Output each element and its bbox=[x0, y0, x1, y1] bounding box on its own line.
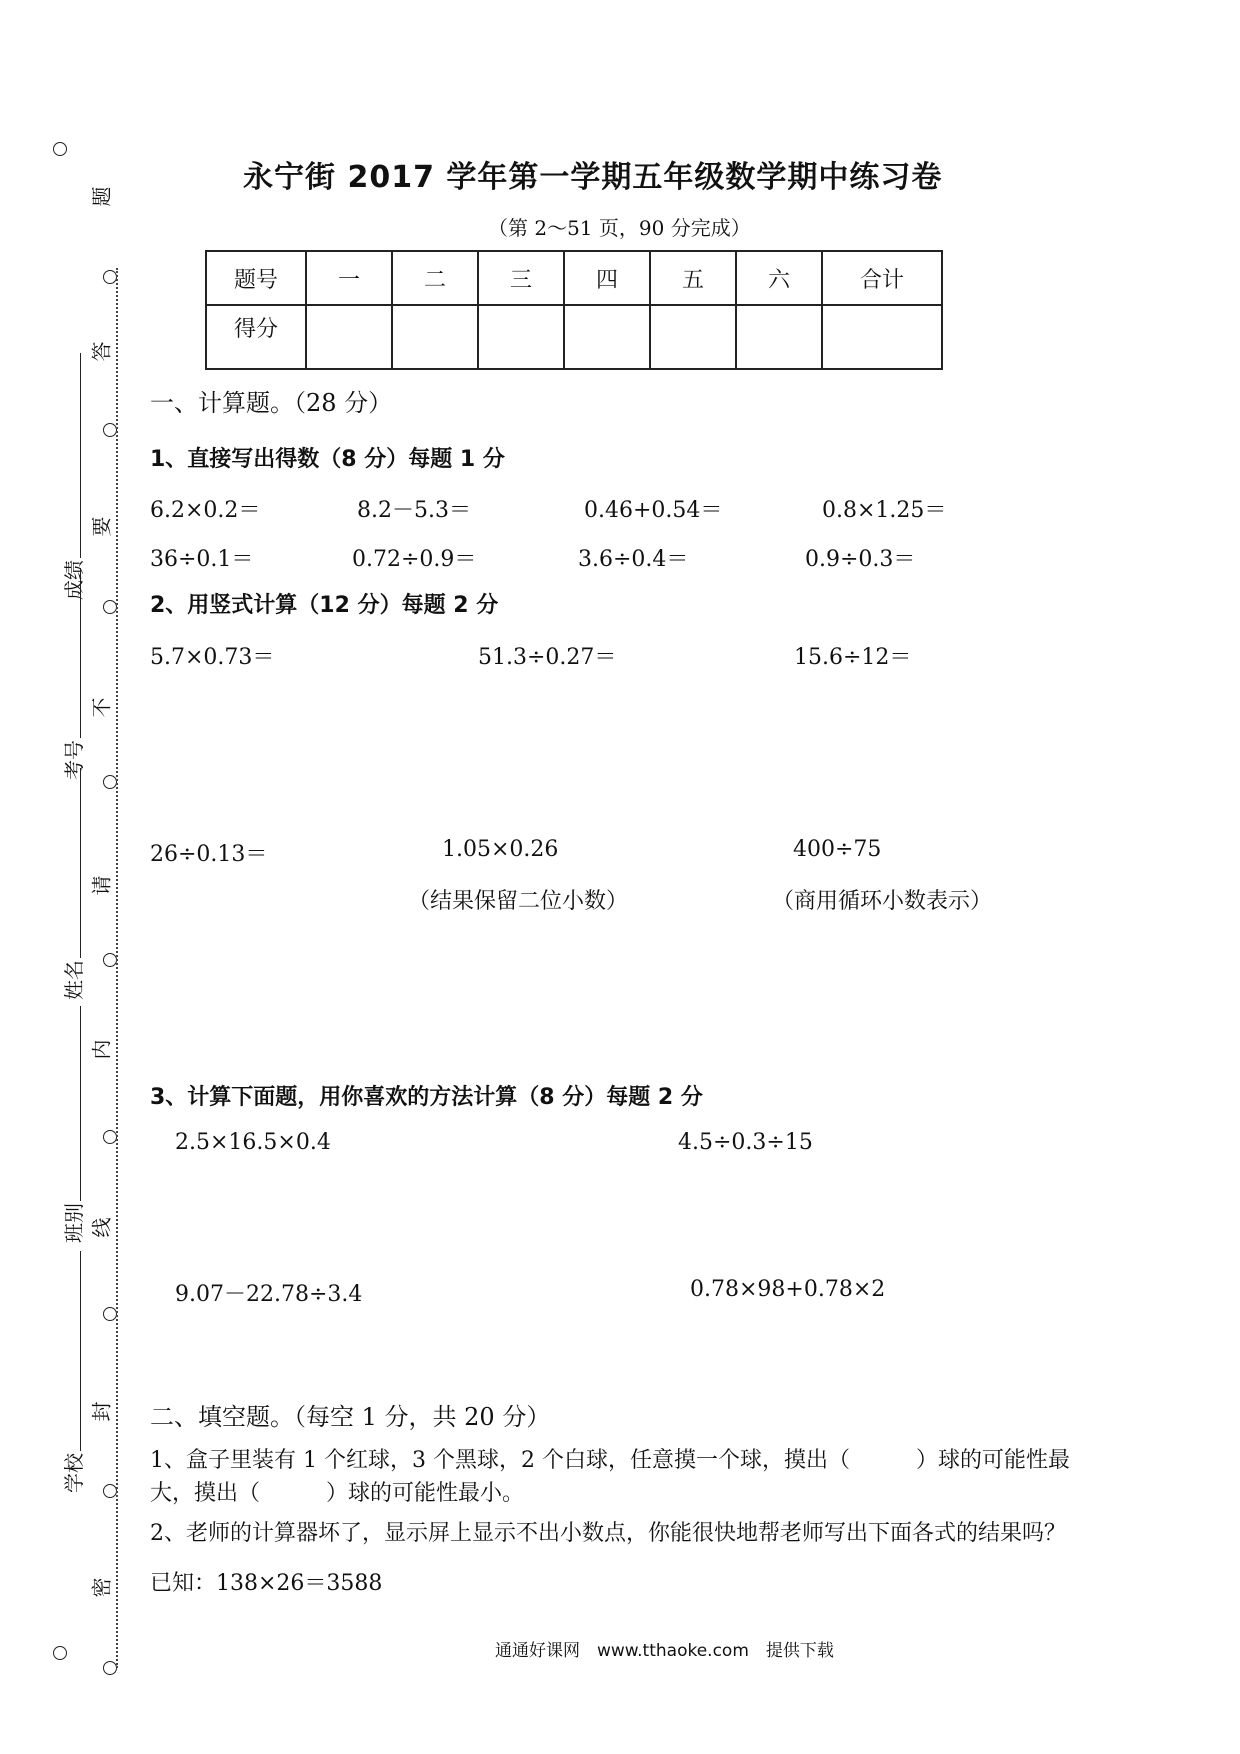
margin-circle bbox=[53, 142, 67, 156]
fill-q1-line1: 1、盒子里装有 1 个红球，3 个黑球，2 个白球，任意摸一个球，摸出（ ）球的可能性最 bbox=[150, 1448, 1070, 1473]
class-field[interactable]: 班别 bbox=[58, 1006, 87, 1243]
seal-char: 封 bbox=[89, 1401, 114, 1422]
seal-char: 要 bbox=[89, 516, 114, 537]
page-title: 永宁街 2017 学年第一学期五年级数学期中练习卷 bbox=[243, 160, 943, 195]
score-table-header: 题号 bbox=[206, 251, 306, 305]
q2-item: 400÷75 bbox=[793, 837, 882, 862]
q1-item: 0.9÷0.3＝ bbox=[805, 547, 916, 572]
score-cell[interactable] bbox=[478, 305, 564, 369]
margin-circle bbox=[103, 775, 117, 789]
exam-number-field[interactable]: 考号 bbox=[58, 568, 87, 780]
q1-heading: 1、直接写出得数（8 分）每题 1 分 bbox=[150, 447, 505, 472]
q1-item: 36÷0.1＝ bbox=[150, 547, 254, 572]
margin-circle bbox=[103, 953, 117, 967]
q1-item: 0.72÷0.9＝ bbox=[352, 547, 477, 572]
q1-item: 3.6÷0.4＝ bbox=[578, 547, 689, 572]
q2-item: 51.3÷0.27＝ bbox=[478, 645, 617, 670]
score-table-header: 一 bbox=[306, 251, 392, 305]
section-1-title: 一、计算题。（28 分） bbox=[150, 389, 393, 417]
q1-item: 8.2－5.3＝ bbox=[357, 498, 471, 523]
score-cell[interactable] bbox=[564, 305, 650, 369]
score-cell[interactable] bbox=[306, 305, 392, 369]
fill-q1-line2: 大，摸出（ ）球的可能性最小。 bbox=[150, 1481, 525, 1506]
q1-item: 6.2×0.2＝ bbox=[150, 498, 261, 523]
q3-item: 0.78×98+0.78×2 bbox=[690, 1277, 886, 1302]
q3-heading: 3、计算下面题，用你喜欢的方法计算（8 分）每题 2 分 bbox=[150, 1085, 703, 1110]
seal-char: 线 bbox=[89, 1217, 114, 1238]
seal-char: 不 bbox=[89, 697, 114, 718]
q2-note: （结果保留二位小数） bbox=[408, 889, 629, 914]
score-row-label: 得分 bbox=[206, 305, 306, 369]
score-table-header-row bbox=[206, 251, 942, 305]
fill-q2: 2、老师的计算器坏了，显示屏上显示不出小数点，你能很快地帮老师写出下面各式的结果吗？ bbox=[150, 1521, 1067, 1546]
margin-circle bbox=[103, 600, 117, 614]
score-cell[interactable] bbox=[392, 305, 478, 369]
section-2-title: 二、填空题。（每空 1 分，共 20 分） bbox=[150, 1403, 551, 1431]
seal-char: 内 bbox=[89, 1039, 114, 1060]
q1-item: 0.46+0.54＝ bbox=[584, 498, 723, 523]
seal-char: 密 bbox=[89, 1577, 114, 1598]
score-table-header: 五 bbox=[650, 251, 736, 305]
score-table-header: 六 bbox=[736, 251, 822, 305]
dotted-cut-line bbox=[116, 268, 118, 1668]
q2-item: 5.7×0.73＝ bbox=[150, 645, 275, 670]
score-table-header: 四 bbox=[564, 251, 650, 305]
q2-item: 15.6÷12＝ bbox=[794, 645, 912, 670]
score-table-header: 三 bbox=[478, 251, 564, 305]
score-table bbox=[205, 250, 943, 370]
name-field[interactable]: 姓名 bbox=[58, 768, 87, 1000]
q3-item: 4.5÷0.3÷15 bbox=[678, 1130, 813, 1155]
seal-char: 请 bbox=[89, 875, 114, 896]
score-table-header: 合计 bbox=[822, 251, 942, 305]
seal-char: 题 bbox=[89, 186, 114, 207]
page-footer: 通通好课网 www.tthaoke.com 提供下载 bbox=[495, 1641, 834, 1661]
score-table-score-row bbox=[206, 305, 942, 369]
margin-circle bbox=[103, 1661, 117, 1675]
q2-item: 1.05×0.26 bbox=[442, 837, 559, 862]
school-field[interactable]: 学校 bbox=[58, 1251, 87, 1493]
margin-circle bbox=[103, 270, 117, 284]
q2-note: （商用循环小数表示） bbox=[772, 889, 993, 914]
margin-circle bbox=[103, 1130, 117, 1144]
seal-char: 答 bbox=[89, 341, 114, 362]
page-subtitle: （第 2～51 页，90 分完成） bbox=[488, 216, 751, 240]
score-cell[interactable] bbox=[736, 305, 822, 369]
margin-circle bbox=[103, 423, 117, 437]
score-table-header: 二 bbox=[392, 251, 478, 305]
score-field[interactable]: 成绩 bbox=[58, 353, 87, 600]
q2-heading: 2、用竖式计算（12 分）每题 2 分 bbox=[150, 593, 499, 618]
score-cell[interactable] bbox=[650, 305, 736, 369]
margin-circle bbox=[53, 1646, 67, 1660]
q3-item: 2.5×16.5×0.4 bbox=[175, 1130, 331, 1155]
margin-circle bbox=[103, 1484, 117, 1498]
margin-circle bbox=[103, 1307, 117, 1321]
score-cell[interactable] bbox=[822, 305, 942, 369]
q1-item: 0.8×1.25＝ bbox=[822, 498, 947, 523]
q2-item: 26÷0.13＝ bbox=[150, 842, 268, 867]
q3-item: 9.07－22.78÷3.4 bbox=[175, 1282, 363, 1307]
fill-q2-known: 已知：138×26＝3588 bbox=[150, 1571, 383, 1596]
